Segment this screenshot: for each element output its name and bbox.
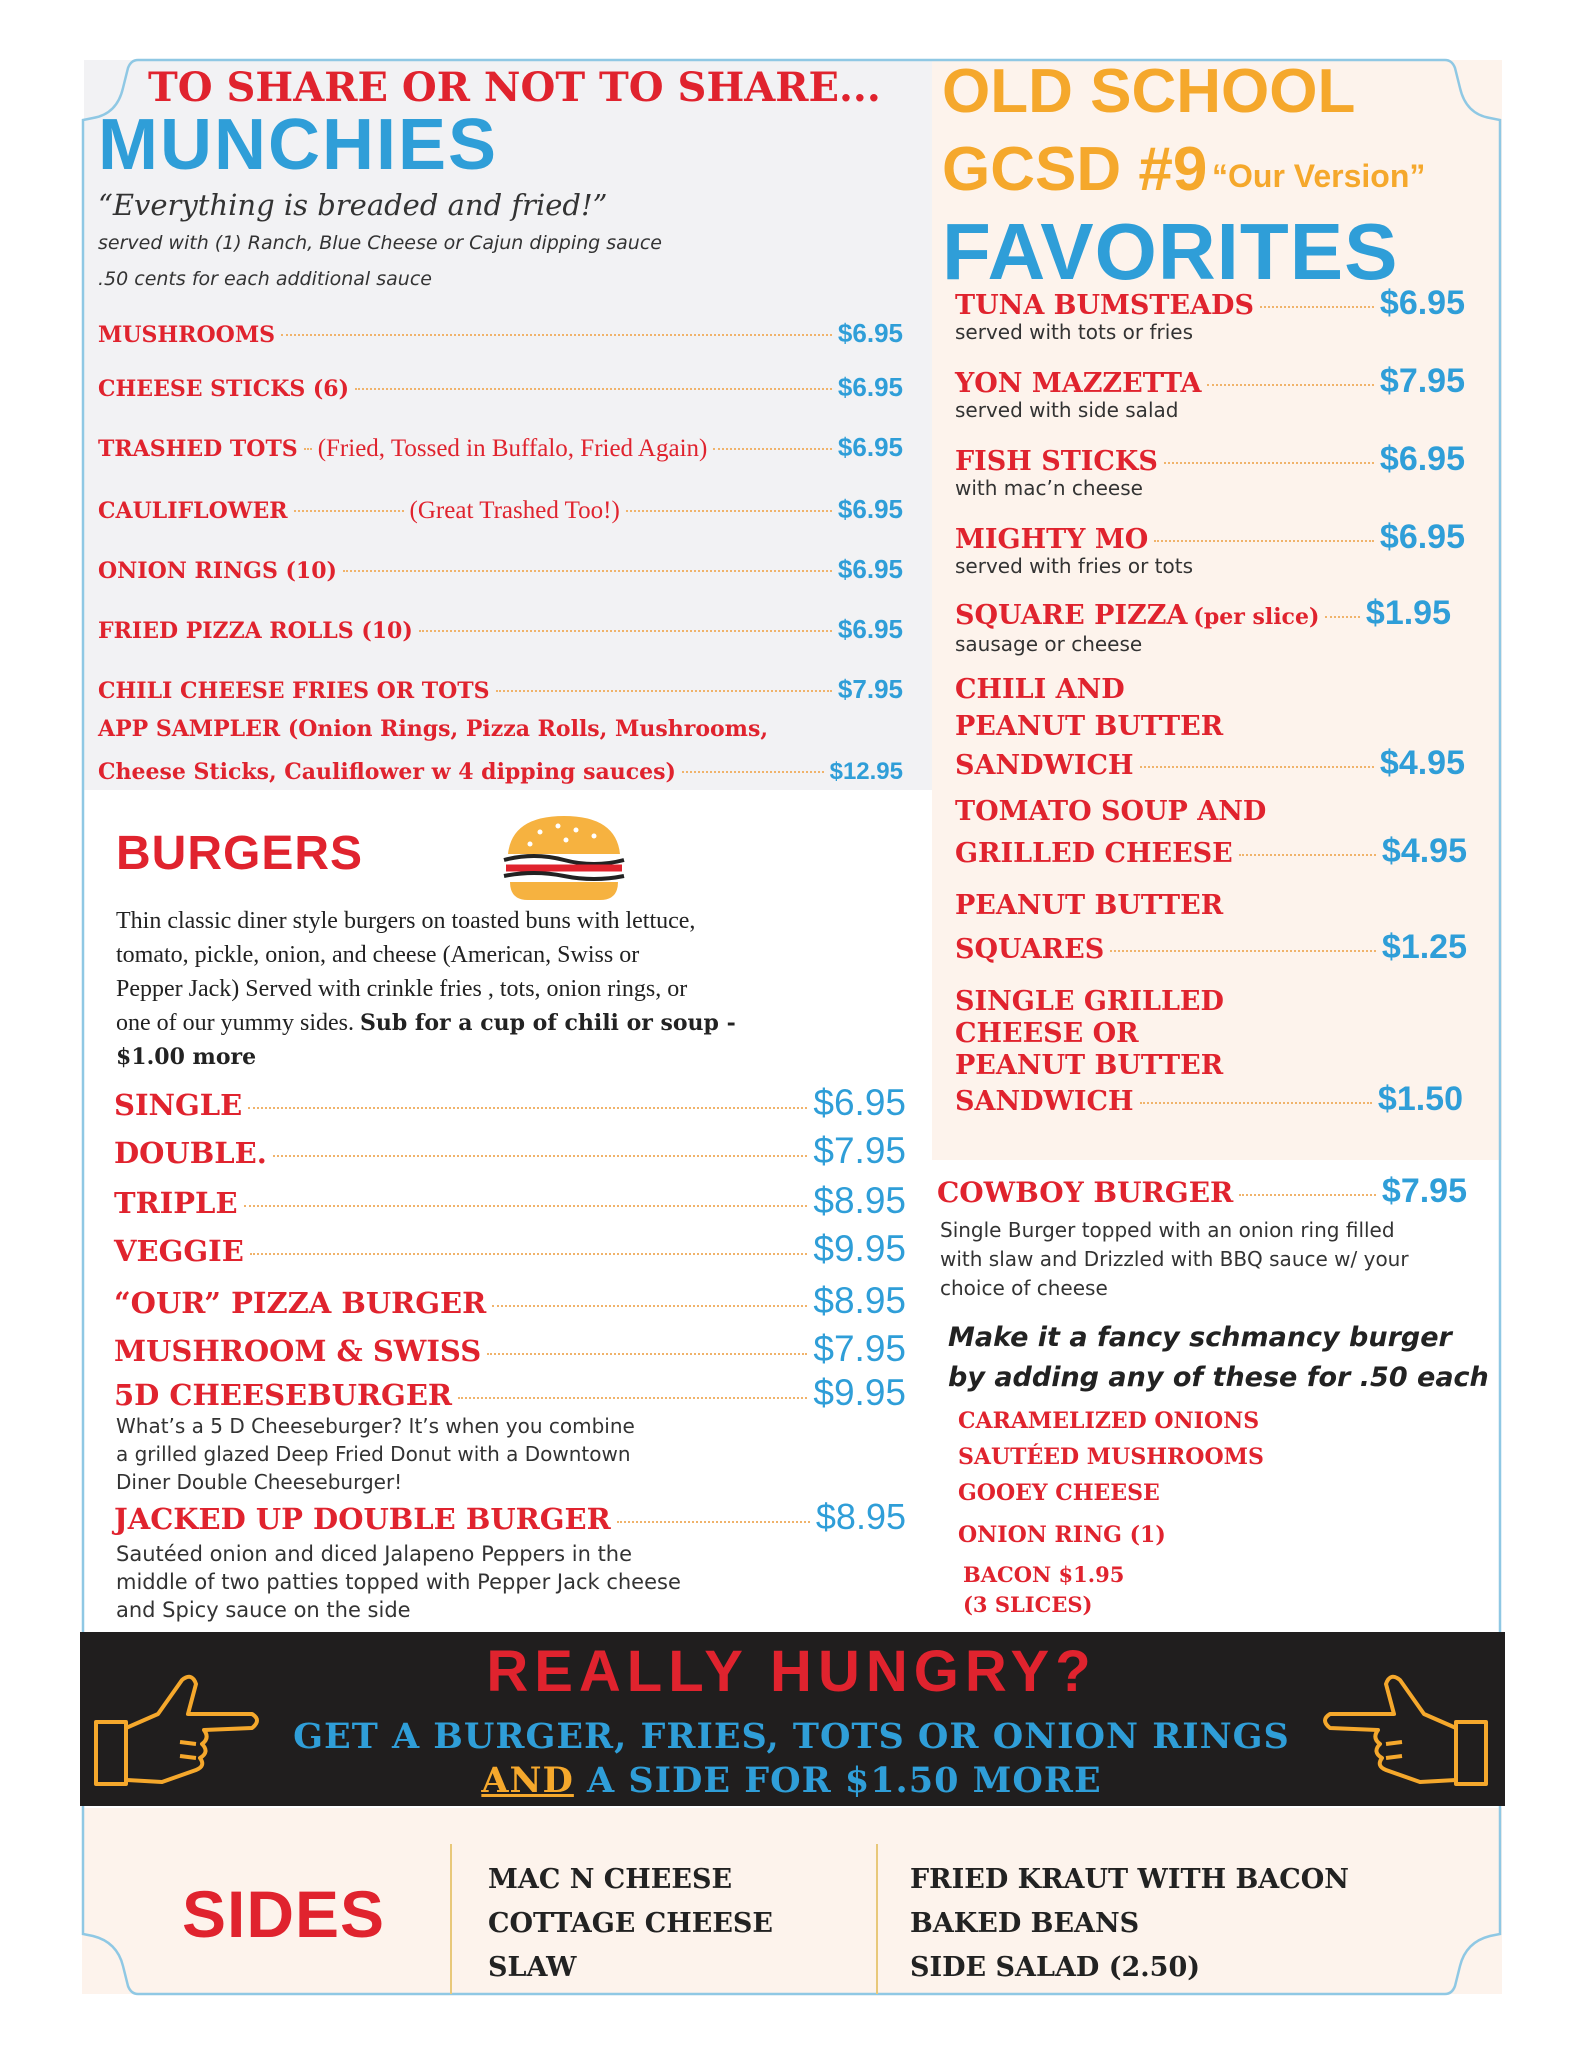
leader-dots: [1140, 1102, 1372, 1104]
fived-desc-line: Diner Double Cheeseburger!: [116, 1470, 403, 1494]
munchies-item-price: $6.95: [837, 614, 903, 644]
burgers-desc-line: tomato, pickle, onion, and cheese (American, Swiss or: [116, 942, 640, 968]
bacon-addon-note: (3 SLICES): [963, 1592, 1093, 1617]
munchies-item-price: $6.95: [837, 554, 903, 584]
burger-item-price: $7.95: [813, 1130, 906, 1171]
burgers-title: BURGERS: [116, 827, 364, 880]
chili-pb-line3: SANDWICH: [955, 750, 1134, 781]
favorites-item-price: $6.95: [1379, 440, 1465, 478]
burger-item: [114, 1280, 906, 1322]
burger-item-price: $9.95: [813, 1372, 906, 1413]
burgers-sub-note: Sub for a cup of chili or soup -: [359, 1010, 736, 1036]
fancy-addon-item: CARAMELIZED ONIONS: [958, 1408, 1260, 1434]
chili-pb-line2: PEANUT BUTTER: [955, 711, 1224, 742]
fancy-upsell: [948, 1318, 1489, 1398]
burger-item: [114, 1180, 906, 1222]
fancy-addon-item: GOOEY CHEESE: [958, 1480, 1160, 1506]
pb-squares-price: $1.25: [1381, 928, 1467, 966]
leader-dots: [682, 771, 824, 773]
favorites-item: [955, 284, 1465, 323]
app-sampler-line1: APP SAMPLER (Onion Rings, Pizza Rolls, Mushrooms,: [98, 716, 768, 742]
favorites-title-line1: OLD SCHOOL: [942, 57, 1356, 126]
cowboy-description: [940, 1216, 1409, 1303]
leader-dots: [1239, 854, 1376, 856]
munchies-sauce-note: served with (1) Ranch, Blue Cheese or Cajun dipping sauce: [98, 232, 662, 254]
fancy-line: Make it a fancy schmancy burger: [948, 1322, 1452, 1353]
munchies-item: [98, 432, 903, 463]
sides-title: SIDES: [182, 1877, 386, 1951]
burgers-desc-line: Pepper Jack) Served with crinkle fries , tots, onion rings, or: [116, 976, 688, 1002]
munchies-tagline: “Everything is breaded and fried!”: [98, 188, 608, 222]
app-sampler-price: $12.95: [829, 758, 903, 785]
favorites-item-name: FISH STICKS: [955, 446, 1158, 477]
app-sampler-row: [98, 758, 903, 786]
munchies-item-price: $6.95: [837, 432, 903, 462]
munchies-item-price: $6.95: [837, 318, 903, 348]
munchies-item-name: TRASHED TOTS: [98, 436, 298, 462]
banner-line1: GET A BURGER, FRIES, TOTS OR ONION RINGS: [293, 1716, 1290, 1757]
favorites-item-price: $7.95: [1379, 362, 1465, 400]
munchies-item-price: $7.95: [837, 674, 903, 704]
burger-item-name: DOUBLE.: [114, 1136, 267, 1170]
leader-dots: [492, 1305, 807, 1307]
leader-dots: [626, 510, 832, 512]
pb-squares-line1: PEANUT BUTTER: [955, 890, 1224, 921]
munchies-extra-sauce-note: .50 cents for each additional sauce: [98, 268, 432, 290]
leader-dots: [1154, 540, 1374, 542]
favorites-title-line2: GCSD #9: [942, 135, 1208, 204]
jacked-burger-row: [114, 1496, 906, 1538]
leader-dots: [713, 448, 832, 450]
sides-divider: [876, 1844, 878, 1994]
cowboy-desc-line: choice of cheese: [940, 1276, 1108, 1300]
square-pizza-name: SQUARE PIZZA: [955, 600, 1188, 631]
pointing-hand-left-icon: [1318, 1672, 1490, 1792]
munchies-item: [98, 494, 903, 525]
burger-item-name: SINGLE: [114, 1088, 243, 1122]
munchies-kicker: TO SHARE OR NOT TO SHARE...: [148, 64, 881, 111]
app-sampler-line2: Cheese Sticks, Cauliflower w 4 dipping sauces): [98, 759, 676, 785]
munchies-item-name: ONION RINGS (10): [98, 558, 337, 584]
burger-item: [114, 1082, 906, 1124]
favorites-item-name: YON MAZZETTA: [955, 368, 1202, 399]
leader-dots: [487, 1353, 807, 1355]
leader-dots: [248, 1107, 807, 1109]
favorites-item-desc: served with fries or tots: [955, 554, 1193, 578]
jacked-burger-name: JACKED UP DOUBLE BURGER: [114, 1502, 611, 1536]
leader-dots: [244, 1205, 808, 1207]
sides-column-1: [488, 1858, 773, 1990]
sides-column-2: [910, 1858, 1349, 1990]
burger-item-name: “OUR” PIZZA BURGER: [114, 1286, 487, 1320]
chili-pb-line1: CHILI AND: [955, 674, 1125, 705]
leader-dots: [617, 1521, 810, 1523]
banner-and-word: AND: [481, 1760, 574, 1801]
leader-dots: [273, 1155, 808, 1157]
munchies-item: [98, 614, 903, 645]
burger-item-price: $7.95: [813, 1328, 906, 1369]
burger-item: [114, 1328, 906, 1370]
leader-dots: [294, 510, 404, 512]
favorites-item-name: TUNA BUMSTEADS: [955, 290, 1254, 321]
pb-squares-row: [955, 928, 1467, 967]
leader-dots: [1239, 1194, 1376, 1196]
munchies-item-name: CAULIFLOWER: [98, 498, 288, 524]
leader-dots: [304, 448, 312, 450]
munchies-item-name: FRIED PIZZA ROLLS (10): [98, 618, 413, 644]
burger-item-name: 5D CHEESEBURGER: [114, 1378, 453, 1412]
munchies-item-name: CHILI CHEESE FRIES OR TOTS: [98, 678, 490, 704]
side-item: FRIED KRAUT WITH BACON: [910, 1864, 1349, 1895]
burger-item-name: TRIPLE: [114, 1186, 238, 1220]
leader-dots: [281, 334, 832, 336]
favorites-item: [955, 362, 1465, 401]
munchies-item-note: (Great Trashed Too!): [409, 497, 620, 524]
tomato-soup-price: $4.95: [1381, 832, 1467, 870]
fancy-addon-item: SAUTÉED MUSHROOMS: [958, 1444, 1264, 1470]
our-version-label: “Our Version”: [1212, 158, 1426, 194]
munchies-item-name: CHEESE STICKS (6): [98, 376, 350, 402]
burgers-desc-line: one of our yummy sides.: [116, 1010, 354, 1036]
leader-dots: [343, 570, 832, 572]
munchies-item: [98, 554, 903, 585]
fived-desc-line: a grilled glazed Deep Fried Donut with a Downtown: [116, 1442, 631, 1466]
favorites-item-price: $6.95: [1379, 284, 1465, 322]
munchies-item: [98, 674, 903, 705]
jacked-burger-price: $8.95: [815, 1496, 906, 1537]
single-grilled-row: [955, 1080, 1463, 1119]
jacked-desc-line: Sautéed onion and diced Jalapeno Peppers in the: [116, 1542, 633, 1566]
munchies-item: [98, 318, 903, 349]
side-item: SIDE SALAD (2.50): [910, 1952, 1201, 1983]
leader-dots: [419, 630, 832, 632]
leader-dots: [458, 1397, 807, 1399]
jacked-description: [116, 1540, 681, 1624]
munchies-item-name: MUSHROOMS: [98, 322, 276, 348]
jacked-desc-line: and Spicy sauce on the side: [116, 1598, 411, 1622]
burgers-description: [116, 904, 856, 1074]
leader-dots: [1164, 462, 1374, 464]
side-item: MAC N CHEESE: [488, 1864, 733, 1895]
cowboy-burger-name: COWBOY BURGER: [937, 1176, 1234, 1209]
fancy-addon-item: ONION RING (1): [958, 1522, 1166, 1548]
burger-item-name: VEGGIE: [114, 1234, 244, 1268]
burgers-desc-line: Thin classic diner style burgers on toasted buns with lettuce,: [116, 908, 696, 934]
side-item: BAKED BEANS: [910, 1908, 1140, 1939]
side-item: COTTAGE CHEESE: [488, 1908, 773, 1939]
favorites-item: [955, 518, 1465, 557]
square-pizza-extra: (per slice): [1193, 604, 1320, 630]
munchies-item-note: (Fried, Tossed in Buffalo, Fried Again): [317, 435, 708, 462]
side-item: SLAW: [488, 1952, 577, 1983]
cowboy-desc-line: with slaw and Drizzled with BBQ sauce w/ your: [940, 1247, 1409, 1271]
burger-item: [114, 1372, 906, 1414]
munchies-item-price: $6.95: [837, 494, 903, 524]
square-pizza-price: $1.95: [1365, 594, 1451, 632]
tomato-soup-row: [955, 832, 1467, 871]
leader-dots: [1140, 766, 1374, 768]
burger-icon: [500, 812, 628, 902]
leader-dots: [355, 388, 832, 390]
square-pizza-desc: sausage or cheese: [955, 632, 1143, 656]
single-grilled-line3: PEANUT BUTTER: [955, 1050, 1224, 1081]
munchies-item: [98, 372, 903, 403]
bacon-addon: BACON $1.95: [963, 1562, 1125, 1587]
fancy-line: by adding any of these for .50 each: [948, 1362, 1489, 1393]
leader-dots: [250, 1253, 808, 1255]
tomato-soup-line1: TOMATO SOUP AND: [955, 796, 1267, 827]
favorites-item-desc: served with tots or fries: [955, 320, 1193, 344]
cowboy-desc-line: Single Burger topped with an onion ring filled: [940, 1218, 1395, 1242]
burger-item-price: $8.95: [813, 1180, 906, 1221]
burger-item-price: $6.95: [813, 1082, 906, 1123]
favorites-item-price: $6.95: [1379, 518, 1465, 556]
burger-item: [114, 1130, 906, 1172]
single-grilled-line4: SANDWICH: [955, 1086, 1134, 1117]
burger-item-price: $9.95: [813, 1228, 906, 1269]
leader-dots: [1110, 950, 1376, 952]
leader-dots: [1325, 616, 1360, 618]
single-grilled-line2: CHEESE OR: [955, 1018, 1139, 1049]
pb-squares-line2: SQUARES: [955, 934, 1105, 965]
leader-dots: [1260, 306, 1374, 308]
leader-dots: [1207, 384, 1374, 386]
favorites-item-desc: served with side salad: [955, 398, 1179, 422]
fived-description: [116, 1412, 635, 1496]
single-grilled-price: $1.50: [1377, 1080, 1463, 1118]
sides-divider: [450, 1844, 452, 1994]
burger-item-name: MUSHROOM & SWISS: [114, 1334, 482, 1368]
tomato-soup-line2: GRILLED CHEESE: [955, 838, 1233, 869]
cowboy-burger-row: [937, 1172, 1467, 1211]
leader-dots: [496, 690, 832, 692]
munchies-item-price: $6.95: [837, 372, 903, 402]
favorites-item: [955, 440, 1465, 479]
munchies-title: MUNCHIES: [98, 105, 499, 185]
burger-item: [114, 1228, 906, 1270]
square-pizza-row: [955, 594, 1451, 633]
burger-item-price: $8.95: [813, 1280, 906, 1321]
jacked-desc-line: middle of two patties topped with Pepper Jack cheese: [116, 1570, 681, 1594]
banner-headline: REALLY HUNGRY?: [486, 1639, 1097, 1704]
single-grilled-line1: SINGLE GRILLED: [955, 986, 1224, 1017]
banner-line2-rest: A SIDE FOR $1.50 MORE: [573, 1760, 1102, 1801]
burgers-sub-price: $1.00 more: [116, 1044, 257, 1070]
chili-pb-row: [955, 744, 1465, 783]
cowboy-burger-price: $7.95: [1381, 1172, 1467, 1210]
pointing-hand-right-icon: [92, 1672, 264, 1792]
favorites-item-desc: with mac’n cheese: [955, 476, 1143, 500]
favorites-item-name: MIGHTY MO: [955, 524, 1149, 555]
fived-desc-line: What’s a 5 D Cheeseburger? It’s when you combine: [116, 1414, 635, 1438]
favorites-title-line3: FAVORITES: [942, 207, 1399, 296]
chili-pb-price: $4.95: [1379, 744, 1465, 782]
